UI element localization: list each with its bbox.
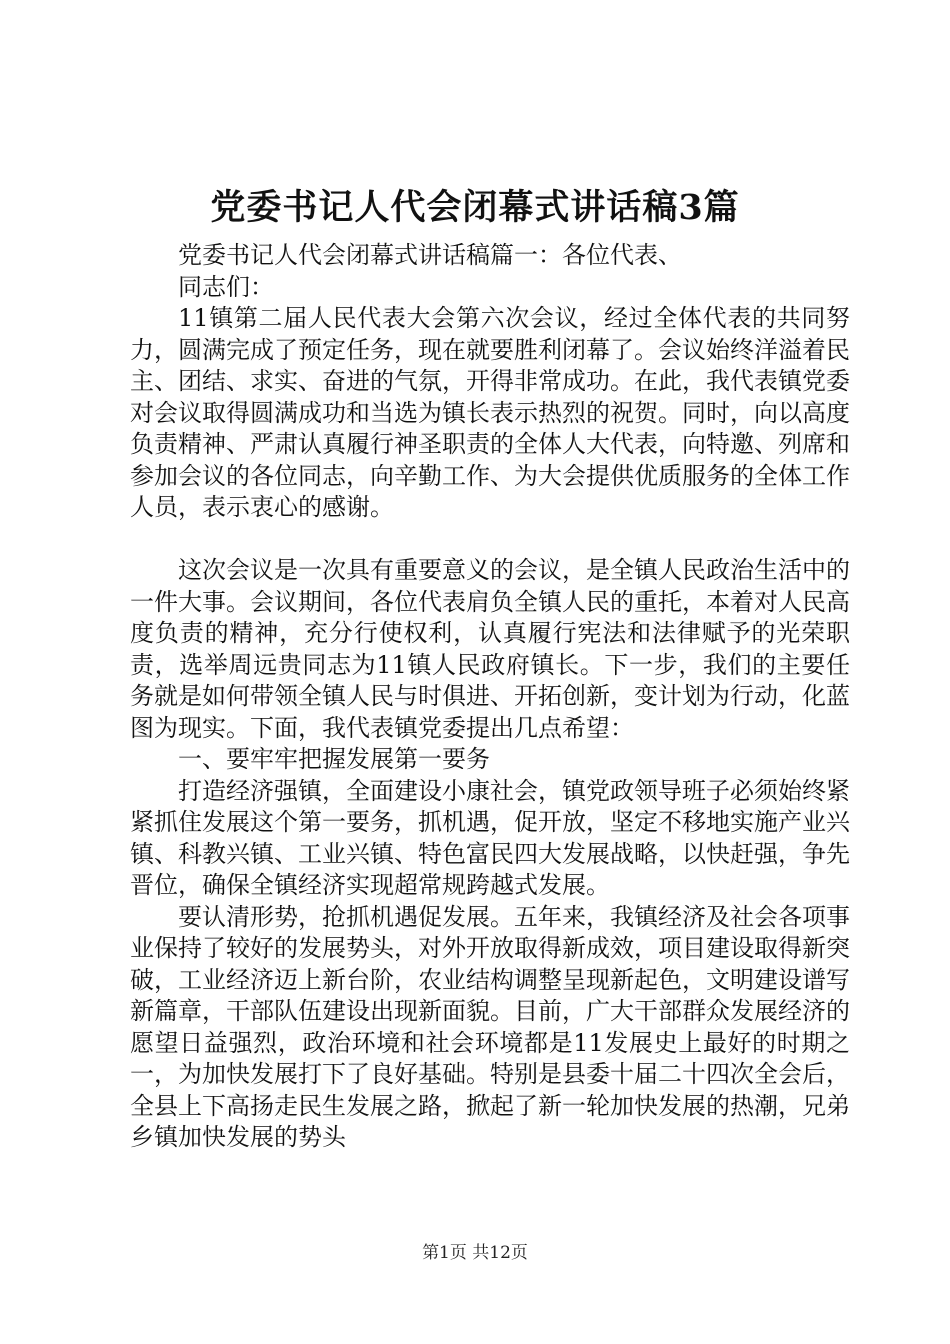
paragraph-significance: 这次会议是一次具有重要意义的会议，是全镇人民政治生活中的一件大事。会议期间，各位代表肩负全镇人民的重托，本着对人民高度负责的精神，充分行使权利，认真履行宪法和法律赋予的光荣职责，选举周远贵同志为11镇人民政府镇长。下一步，我们的主要任务就是如何带领全镇人民与时俱进、开拓创新，变计划为行动，化蓝图为现实。下面，我代表镇党委提出几点希望： xyxy=(130,556,850,742)
paragraph-salutation: 同志们： xyxy=(178,272,274,301)
page-footer: 第1页 共12页 xyxy=(422,1243,528,1263)
paragraph-intro: 党委书记人代会闭幕式讲话稿篇一：各位代表、 xyxy=(178,241,682,269)
document-title: 党委书记人代会闭幕式讲话稿3篇 xyxy=(210,187,740,228)
section-heading-1: 一、要牢牢把握发展第一要务 xyxy=(178,745,490,773)
paragraph-situation: 要认清形势，抢抓机遇促发展。五年来，我镇经济及社会各项事业保持了较好的发展势头，对外开放取得新成效，项目建设取得新突破，工业经济迈上新台阶，农业结构调整呈现新起色，文明建设谱写新篇章，干部队伍建设出现新面貌。目前，广大干部群众发展经济的愿望日益强烈，政治环境和社会环境都是11发展史上最好的时期之一，为加快发展打下了良好基础。特别是县委十届二十四次全会后，全县上下高扬走民生发展之路，掀起了新一轮加快发展的热潮，兄弟乡镇加快发展的势头 xyxy=(130,902,850,1151)
paragraph-opening: 11镇第二届人民代表大会第六次会议，经过全体代表的共同努力，圆满完成了预定任务，现在就要胜利闭幕了。会议始终洋溢着民主、团结、求实、奋进的气氛，开得非常成功。在此，我代表镇党委对会议取得圆满成功和当选为镇长表示热烈的祝贺。同时，向以高度负责精神、严肃认真履行神圣职责的全体人大代表，向特邀、列席和参加会议的各位同志，向辛勤工作、为大会提供优质服务的全体工作人员，表示衷心的感谢。 xyxy=(130,304,850,521)
paragraph-strategy: 打造经济强镇，全面建设小康社会，镇党政领导班子必须始终紧紧抓住发展这个第一要务，抓机遇，促开放，坚定不移地实施产业兴镇、科教兴镇、工业兴镇、特色富民四大发展战略，以快赶强，争先晋位，确保全镇经济实现超常规跨越式发展。 xyxy=(130,776,850,899)
document-body xyxy=(130,240,850,1154)
